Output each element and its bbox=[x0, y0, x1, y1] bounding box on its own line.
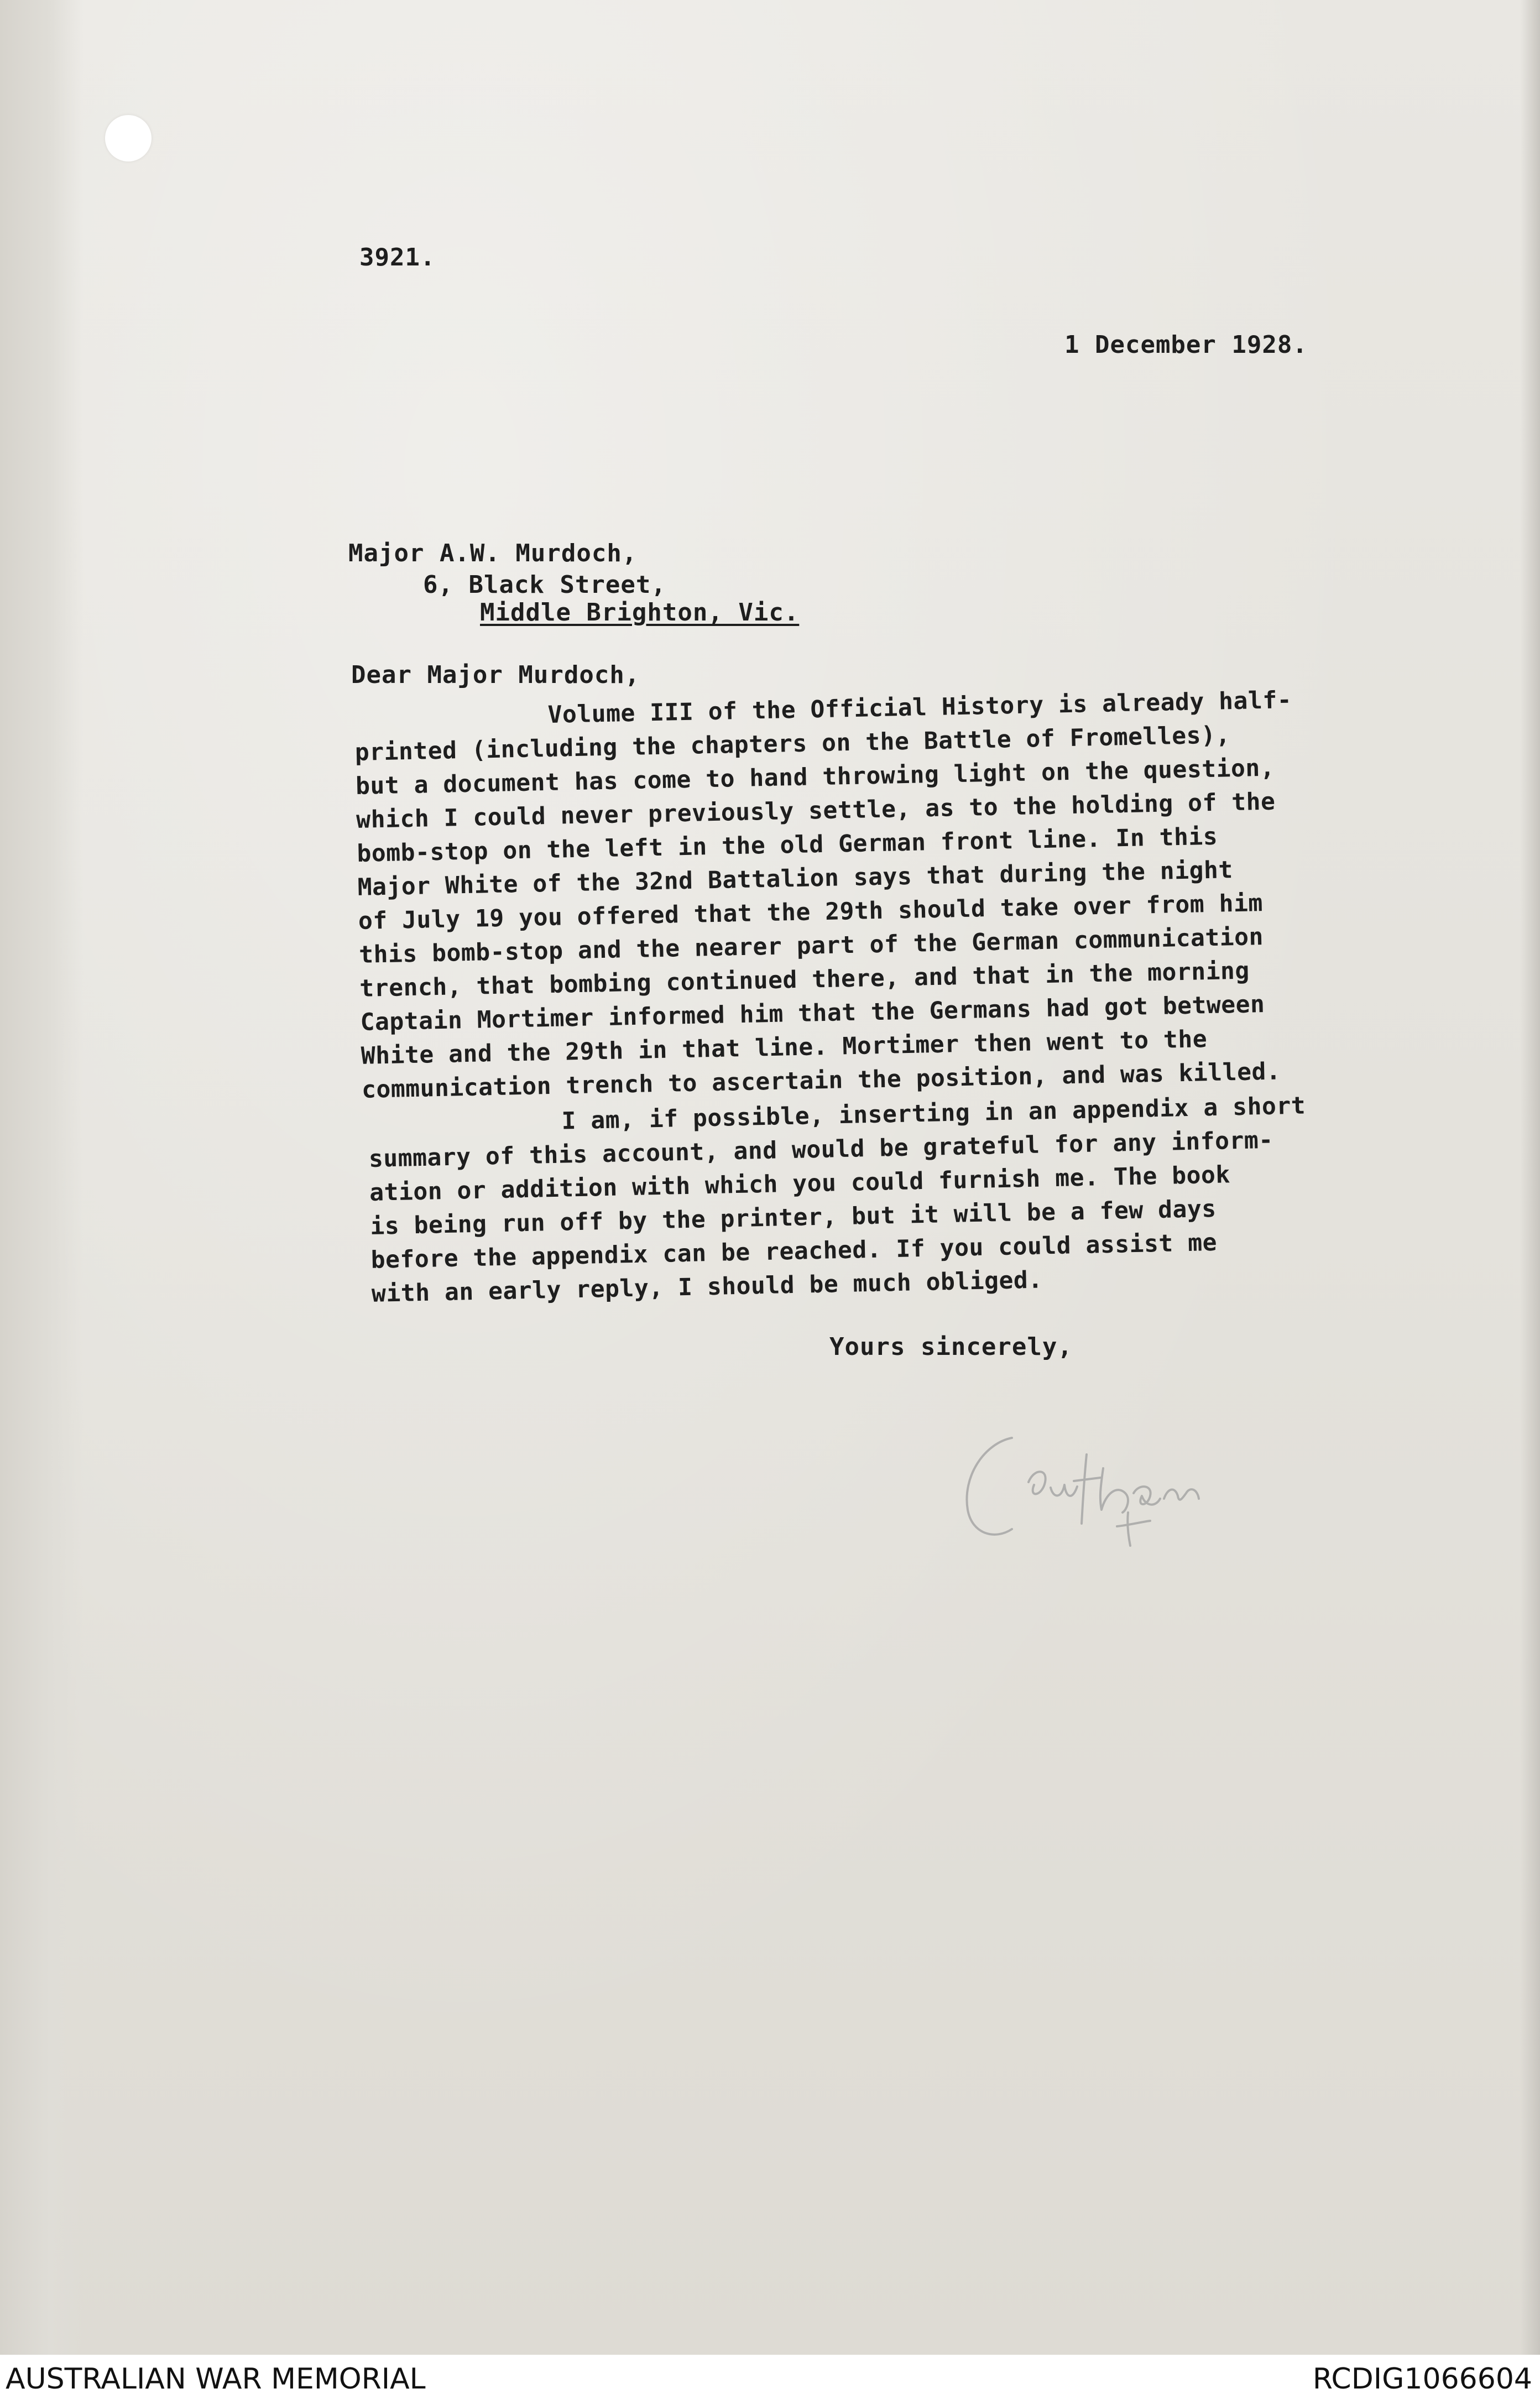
paragraph-line: before the appendix can be reached. If you could assist me bbox=[370, 1228, 1218, 1274]
paragraph-line: but a document has come to hand throwing light on the question, bbox=[355, 754, 1275, 800]
paragraph-line: is being run off by the printer, but it will be a few days bbox=[369, 1195, 1217, 1240]
paragraph-line: summary of this account, and would be grateful for any inform- bbox=[368, 1126, 1274, 1173]
body-paragraph-2 bbox=[368, 1085, 1511, 1311]
paragraph-line: trench, that bombing continued there, and that in the morning bbox=[359, 957, 1250, 1003]
recipient-suburb: Middle Brighton, Vic. bbox=[480, 598, 800, 627]
footer-institution: AUSTRALIAN WAR MEMORIAL bbox=[6, 2363, 426, 2396]
punch-hole bbox=[105, 115, 152, 161]
right-edge-shadow bbox=[1520, 0, 1540, 2355]
recipient-name: Major A.W. Murdoch, bbox=[348, 539, 638, 567]
paragraph-line: with an early reply, I should be much obliged. bbox=[371, 1266, 1043, 1308]
paragraph-line: bomb-stop on the left in the old German front line. In this bbox=[356, 822, 1218, 868]
archive-footer bbox=[0, 2355, 1540, 2399]
paragraph-line: printed (including the chapters on the Battle of Fromelles), bbox=[354, 721, 1231, 766]
paragraph-line: Volume III of the Official History is already half- bbox=[547, 686, 1292, 729]
body-paragraph-1 bbox=[354, 679, 1528, 1107]
closing: Yours sincerely, bbox=[829, 1333, 1073, 1361]
paragraph-line: Captain Mortimer informed him that the Germans had got between bbox=[360, 990, 1265, 1036]
letter-date: 1 December 1928. bbox=[1064, 331, 1308, 359]
footer-item-id: RCDIG1066604 bbox=[1312, 2363, 1532, 2396]
recipient-street: 6, Black Street, bbox=[423, 571, 666, 599]
paragraph-line: White and the 29th in that line. Mortimer then went to the bbox=[361, 1025, 1208, 1070]
paragraph-line: I am, if possible, inserting in an appendix a short bbox=[561, 1092, 1306, 1135]
pencil-signature bbox=[951, 1416, 1239, 1560]
salutation: Dear Major Murdoch, bbox=[351, 661, 640, 689]
paragraph-line: Major White of the 32nd Battalion says that during the night bbox=[357, 856, 1234, 901]
paragraph-line: this bomb-stop and the nearer part of the German communication bbox=[358, 923, 1264, 969]
paragraph-line: communication trench to ascertain the position, and was killed. bbox=[361, 1057, 1281, 1104]
paragraph-line: ation or addition with which you could furnish me. The book bbox=[369, 1161, 1231, 1207]
reference-number: 3921. bbox=[359, 243, 436, 272]
paragraph-line: of July 19 you offered that the 29th should take over from him bbox=[358, 889, 1264, 935]
paragraph-line: which I could never previously settle, as to the holding of the bbox=[356, 788, 1276, 834]
binder-edge-shadow bbox=[0, 0, 83, 2355]
